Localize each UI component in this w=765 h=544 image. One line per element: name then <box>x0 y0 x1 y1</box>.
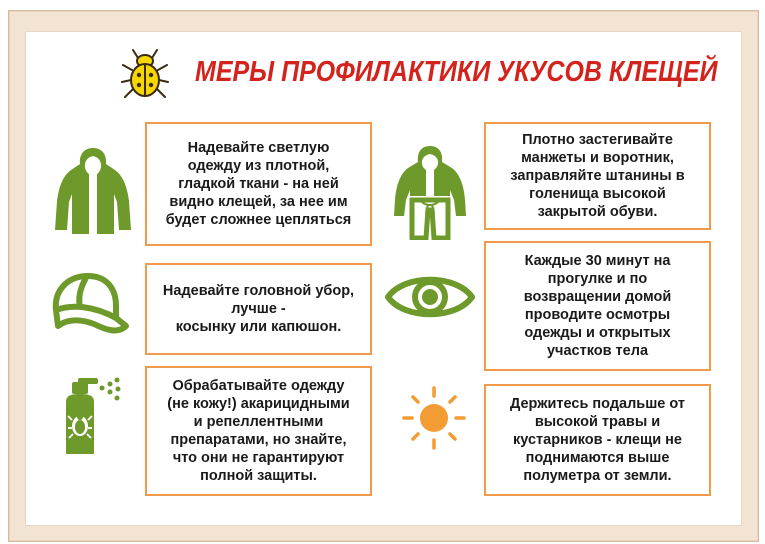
beetle-icon <box>120 48 170 100</box>
tip-inspection-text: Каждые 30 минут на прогулке и по возвращении домой проводите осмотры одежды и открытых участков тела <box>523 253 672 359</box>
page-title: МЕРЫ ПРОФИЛАКТИКИ УКУСОВ КЛЕЩЕЙ <box>195 55 718 89</box>
hooded-suit-icon <box>392 144 468 240</box>
tip-repellent <box>145 366 372 496</box>
tip-headwear <box>145 263 372 355</box>
sun-icon <box>402 386 466 450</box>
tip-cuffs-text: Плотно застегивайте манжеты и воротник, заправляйте штанины в голенища высокой закрытой обуви. <box>510 132 685 220</box>
tip-inspection <box>484 241 711 371</box>
tip-headwear-text: Надевайте головной убор, лучше - косынку или капюшон. <box>162 283 355 335</box>
spray-bottle-icon <box>58 376 124 456</box>
tip-cuffs <box>484 122 711 230</box>
title-row <box>120 48 718 100</box>
jacket-icon <box>53 146 133 236</box>
tip-avoid-grass-text: Держитесь подальше от высокой травы и кустарников - клещи не поднимаются выше полуметра от земли. <box>509 396 685 484</box>
tip-light-clothing <box>145 122 372 246</box>
tip-repellent-text: Обрабатывайте одежду (не кожу!) акарицидными и репеллентными препаратами, но знайте, что они не гарантируют полной защиты. <box>167 378 350 484</box>
cap-icon <box>48 270 132 340</box>
tip-light-clothing-text: Надевайте светлую одежду из плотной, гладкой ткани - на ней видно клещей, за нее им будет сложнее цепляться <box>165 140 352 228</box>
tip-avoid-grass <box>484 384 711 496</box>
eye-icon <box>384 266 476 328</box>
